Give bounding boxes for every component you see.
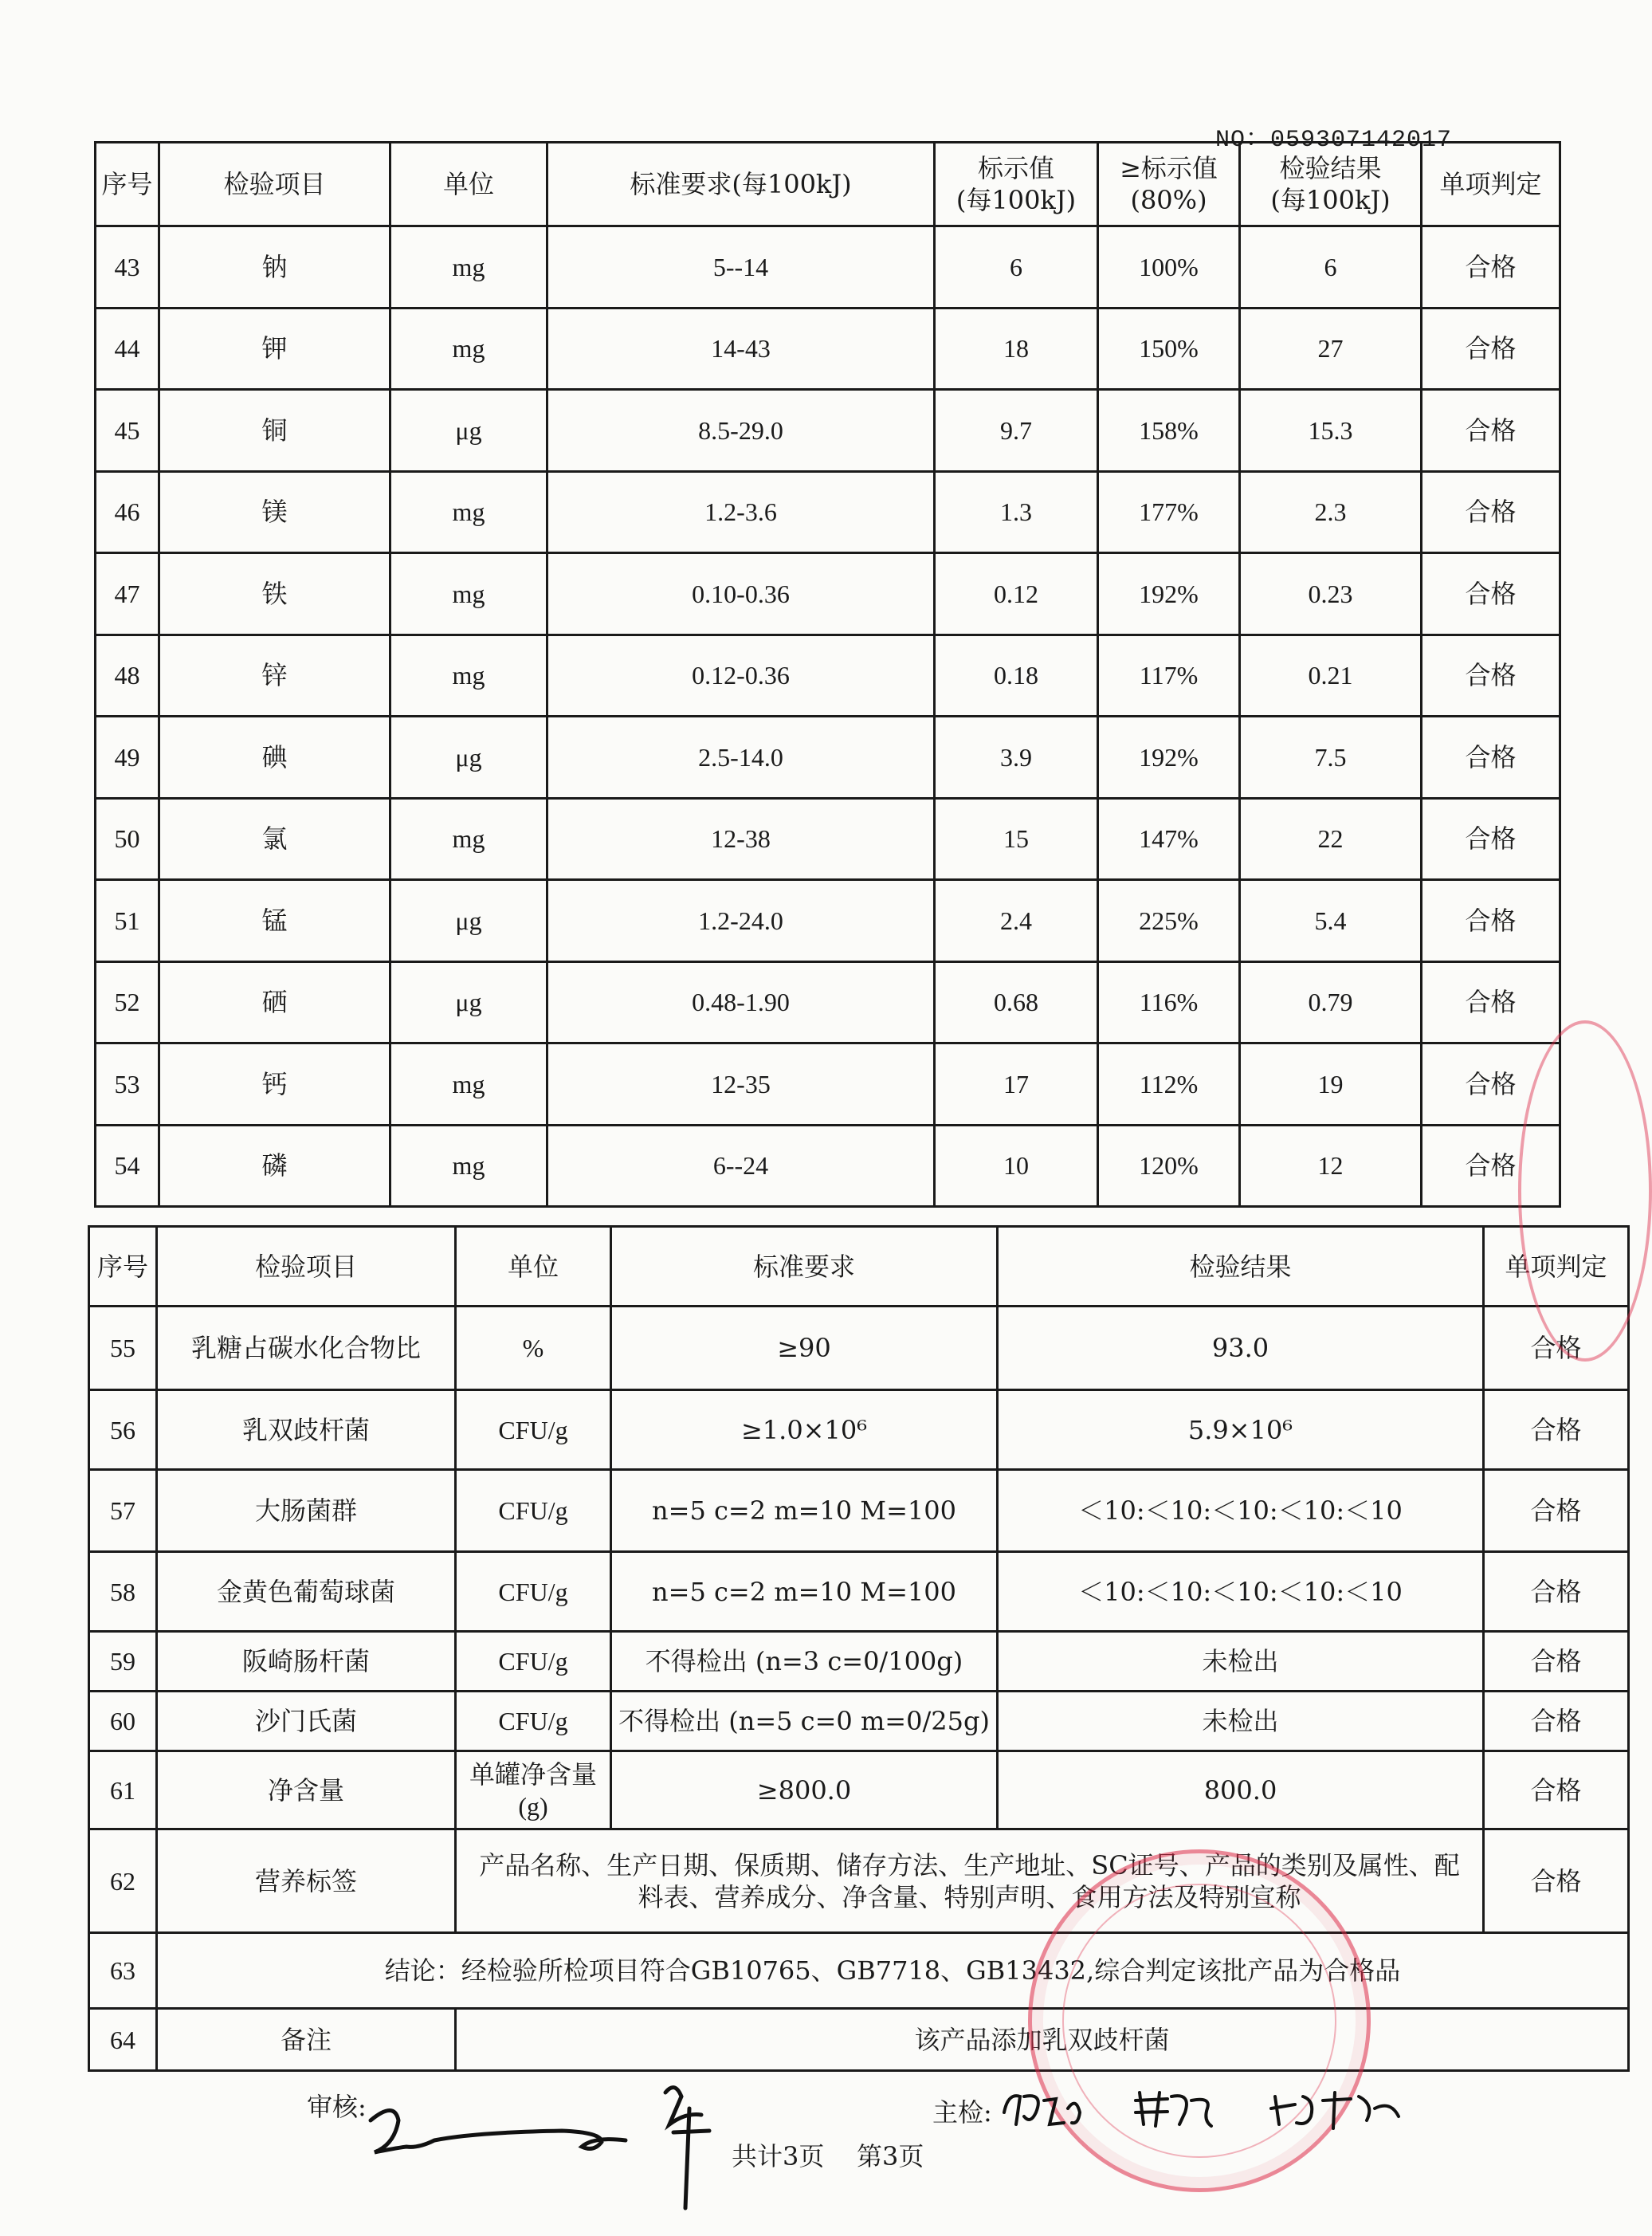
reviewer-signature	[363, 2077, 721, 2212]
header-cell: 单项判定	[1484, 1227, 1629, 1307]
item-name: 乳双歧杆菌	[157, 1390, 456, 1470]
row-number: 60	[89, 1692, 157, 1751]
header-cell: 检验项目	[159, 143, 390, 226]
label-value: 0.12	[935, 553, 1098, 635]
standard: 14-43	[547, 308, 935, 390]
standard: 0.10-0.36	[547, 553, 935, 635]
label-percent: 177%	[1098, 471, 1240, 553]
result: 12	[1240, 1125, 1422, 1207]
table-row	[96, 1125, 1560, 1207]
table-row	[96, 798, 1560, 880]
label-value: 0.68	[935, 961, 1098, 1043]
remark: 该产品添加乳双歧杆菌	[456, 2009, 1629, 2071]
label-value: 1.3	[935, 471, 1098, 553]
item-name: 钾	[159, 308, 390, 390]
judgement: 合格	[1484, 1470, 1629, 1552]
result: 5.9×10⁶	[998, 1390, 1484, 1470]
table-row	[89, 1692, 1629, 1751]
header-cell: 标示值 (每100kJ)	[935, 143, 1098, 226]
row-number: 43	[96, 226, 159, 308]
header-cell: 单位	[456, 1227, 611, 1307]
label-percent: 120%	[1098, 1125, 1240, 1207]
row-number: 49	[96, 717, 159, 799]
table-row	[96, 390, 1560, 472]
unit: CFU/g	[456, 1390, 611, 1470]
judgement: 合格	[1422, 308, 1560, 390]
item-name: 硒	[159, 961, 390, 1043]
unit: μg	[390, 717, 547, 799]
row-number: 44	[96, 308, 159, 390]
item-name: 铜	[159, 390, 390, 472]
header-cell: 标准要求(每100kJ)	[547, 143, 935, 226]
header-cell: 序号	[89, 1227, 157, 1307]
nutrient-table	[94, 141, 1561, 1208]
item-name: 镁	[159, 471, 390, 553]
result: 7.5	[1240, 717, 1422, 799]
table-row	[96, 553, 1560, 635]
header-cell: 单项判定	[1422, 143, 1560, 226]
judgement: 合格	[1422, 798, 1560, 880]
table-row	[89, 1933, 1629, 2009]
result: 0.23	[1240, 553, 1422, 635]
judgement: 合格	[1422, 961, 1560, 1043]
row-number: 52	[96, 961, 159, 1043]
judgement: 合格	[1422, 471, 1560, 553]
table-row	[89, 1470, 1629, 1552]
row-number: 55	[89, 1307, 157, 1390]
result: 15.3	[1240, 390, 1422, 472]
table-row	[89, 1632, 1629, 1692]
label-percent: 192%	[1098, 717, 1240, 799]
result: 27	[1240, 308, 1422, 390]
label-percent: 100%	[1098, 226, 1240, 308]
label-value: 17	[935, 1043, 1098, 1126]
table-row	[96, 635, 1560, 717]
unit: mg	[390, 308, 547, 390]
label-value: 3.9	[935, 717, 1098, 799]
result: 2.3	[1240, 471, 1422, 553]
item-name: 钙	[159, 1043, 390, 1126]
standard: 0.48-1.90	[547, 961, 935, 1043]
item-name: 磷	[159, 1125, 390, 1207]
result: 5.4	[1240, 880, 1422, 962]
table-row	[89, 1552, 1629, 1632]
item-name: 铁	[159, 553, 390, 635]
header-cell: 检验结果 (每100kJ)	[1240, 143, 1422, 226]
table-row	[96, 226, 1560, 308]
test-results-table	[88, 1225, 1630, 2072]
standard: 不得检出 (n=3 c=0/100g)	[611, 1632, 998, 1692]
item-name: 沙门氏菌	[157, 1692, 456, 1751]
unit: mg	[390, 798, 547, 880]
remark-label: 备注	[157, 2009, 456, 2071]
row-number: 58	[89, 1552, 157, 1632]
unit: μg	[390, 390, 547, 472]
label-percent: 112%	[1098, 1043, 1240, 1126]
item-name: 阪崎肠杆菌	[157, 1632, 456, 1692]
judgement: 合格	[1422, 717, 1560, 799]
standard: 0.12-0.36	[547, 635, 935, 717]
header-cell: 标准要求	[611, 1227, 998, 1307]
label-percent: 225%	[1098, 880, 1240, 962]
unit: mg	[390, 471, 547, 553]
row-number: 51	[96, 880, 159, 962]
page-info: 共计3页 第3页	[732, 2141, 924, 2171]
table-header-row	[96, 143, 1560, 226]
row-number: 47	[96, 553, 159, 635]
judgement: 合格	[1422, 635, 1560, 717]
table-row	[96, 961, 1560, 1043]
header-cell: 序号	[96, 143, 159, 226]
label-value: 0.18	[935, 635, 1098, 717]
row-number: 59	[89, 1632, 157, 1692]
label-percent: 147%	[1098, 798, 1240, 880]
result: 19	[1240, 1043, 1422, 1126]
judgement: 合格	[1484, 1632, 1629, 1692]
row-number: 48	[96, 635, 159, 717]
item-name: 大肠菌群	[157, 1470, 456, 1552]
judgement: 合格	[1422, 880, 1560, 962]
table-row	[89, 1307, 1629, 1390]
item-name: 净含量	[157, 1751, 456, 1829]
standard: 12-35	[547, 1043, 935, 1126]
standard: 2.5-14.0	[547, 717, 935, 799]
judgement: 合格	[1484, 1307, 1629, 1390]
label-value: 15	[935, 798, 1098, 880]
result: 6	[1240, 226, 1422, 308]
unit: mg	[390, 553, 547, 635]
item-name: 钠	[159, 226, 390, 308]
table-row	[96, 880, 1560, 962]
result: 0.21	[1240, 635, 1422, 717]
judgement: 合格	[1422, 1125, 1560, 1207]
label-percent: 158%	[1098, 390, 1240, 472]
row-number: 57	[89, 1470, 157, 1552]
judgement: 合格	[1484, 1751, 1629, 1829]
unit: mg	[390, 1125, 547, 1207]
result: ＜10:＜10:＜10:＜10:＜10	[998, 1470, 1484, 1552]
standard: ≥90	[611, 1307, 998, 1390]
label-content: 产品名称、生产日期、保质期、储存方法、生产地址、SC证号、产品的类别及属性、配料表、营养成分、净含量、特别声明、食用方法及特别宣称	[456, 1829, 1484, 1933]
table-row	[89, 1829, 1629, 1933]
judgement: 合格	[1484, 1390, 1629, 1470]
inspector-label: 主检:	[932, 2097, 992, 2128]
judgement: 合格	[1422, 390, 1560, 472]
row-number: 61	[89, 1751, 157, 1829]
table-row	[96, 308, 1560, 390]
result: 93.0	[998, 1307, 1484, 1390]
table-row	[96, 717, 1560, 799]
table-row	[89, 1751, 1629, 1829]
label-value: 9.7	[935, 390, 1098, 472]
unit: mg	[390, 226, 547, 308]
standard: ≥1.0×10⁶	[611, 1390, 998, 1470]
row-number: 45	[96, 390, 159, 472]
table-row	[89, 1390, 1629, 1470]
standard: 8.5-29.0	[547, 390, 935, 472]
judgement: 合格	[1422, 553, 1560, 635]
standard: n=5 c=2 m=10 M=100	[611, 1470, 998, 1552]
label-percent: 192%	[1098, 553, 1240, 635]
item-name: 锰	[159, 880, 390, 962]
table-row	[96, 471, 1560, 553]
row-number: 46	[96, 471, 159, 553]
table-row	[96, 1043, 1560, 1126]
standard: 1.2-3.6	[547, 471, 935, 553]
label-percent: 116%	[1098, 961, 1240, 1043]
standard: ≥800.0	[611, 1751, 998, 1829]
row-number: 54	[96, 1125, 159, 1207]
item-name: 碘	[159, 717, 390, 799]
row-number: 64	[89, 2009, 157, 2071]
standard: 6--24	[547, 1125, 935, 1207]
label-value: 2.4	[935, 880, 1098, 962]
unit: 单罐净含量(g)	[456, 1751, 611, 1829]
report-number: NO：059307142017	[1215, 127, 1453, 154]
label-percent: 117%	[1098, 635, 1240, 717]
standard: 5--14	[547, 226, 935, 308]
standard: 不得检出 (n=5 c=0 m=0/25g)	[611, 1692, 998, 1751]
standard: n=5 c=2 m=10 M=100	[611, 1552, 998, 1632]
label-value: 18	[935, 308, 1098, 390]
unit: CFU/g	[456, 1470, 611, 1552]
unit: mg	[390, 635, 547, 717]
standard: 1.2-24.0	[547, 880, 935, 962]
row-number: 56	[89, 1390, 157, 1470]
item-name: 金黄色葡萄球菌	[157, 1552, 456, 1632]
unit: CFU/g	[456, 1692, 611, 1751]
label-percent: 150%	[1098, 308, 1240, 390]
result: 未检出	[998, 1632, 1484, 1692]
header-cell: ≥标示值 (80%)	[1098, 143, 1240, 226]
item-name: 氯	[159, 798, 390, 880]
unit: CFU/g	[456, 1552, 611, 1632]
header-cell: 检验结果	[998, 1227, 1484, 1307]
judgement: 合格	[1422, 1043, 1560, 1126]
item-name: 乳糖占碳水化合物比	[157, 1307, 456, 1390]
inspector-signatures	[1000, 2077, 1415, 2140]
label-value: 10	[935, 1125, 1098, 1207]
table-row	[89, 2009, 1629, 2071]
row-number: 63	[89, 1933, 157, 2009]
row-number: 62	[89, 1829, 157, 1933]
judgement: 合格	[1484, 1552, 1629, 1632]
unit: mg	[390, 1043, 547, 1126]
item-name: 营养标签	[157, 1829, 456, 1933]
unit: %	[456, 1307, 611, 1390]
header-cell: 检验项目	[157, 1227, 456, 1307]
unit: μg	[390, 880, 547, 962]
standard: 12-38	[547, 798, 935, 880]
conclusion: 结论：经检验所检项目符合GB10765、GB7718、GB13432,综合判定该批产品为合格品	[157, 1933, 1629, 2009]
result: 0.79	[1240, 961, 1422, 1043]
result: 800.0	[998, 1751, 1484, 1829]
result: 未检出	[998, 1692, 1484, 1751]
header-cell: 单位	[390, 143, 547, 226]
row-number: 50	[96, 798, 159, 880]
table-header-row	[89, 1227, 1629, 1307]
reviewer-label: 审核:	[307, 2092, 367, 2122]
judgement: 合格	[1422, 226, 1560, 308]
item-name: 锌	[159, 635, 390, 717]
judgement: 合格	[1484, 1692, 1629, 1751]
unit: CFU/g	[456, 1632, 611, 1692]
result: ＜10:＜10:＜10:＜10:＜10	[998, 1552, 1484, 1632]
result: 22	[1240, 798, 1422, 880]
label-value: 6	[935, 226, 1098, 308]
judgement: 合格	[1484, 1829, 1629, 1933]
unit: μg	[390, 961, 547, 1043]
row-number: 53	[96, 1043, 159, 1126]
